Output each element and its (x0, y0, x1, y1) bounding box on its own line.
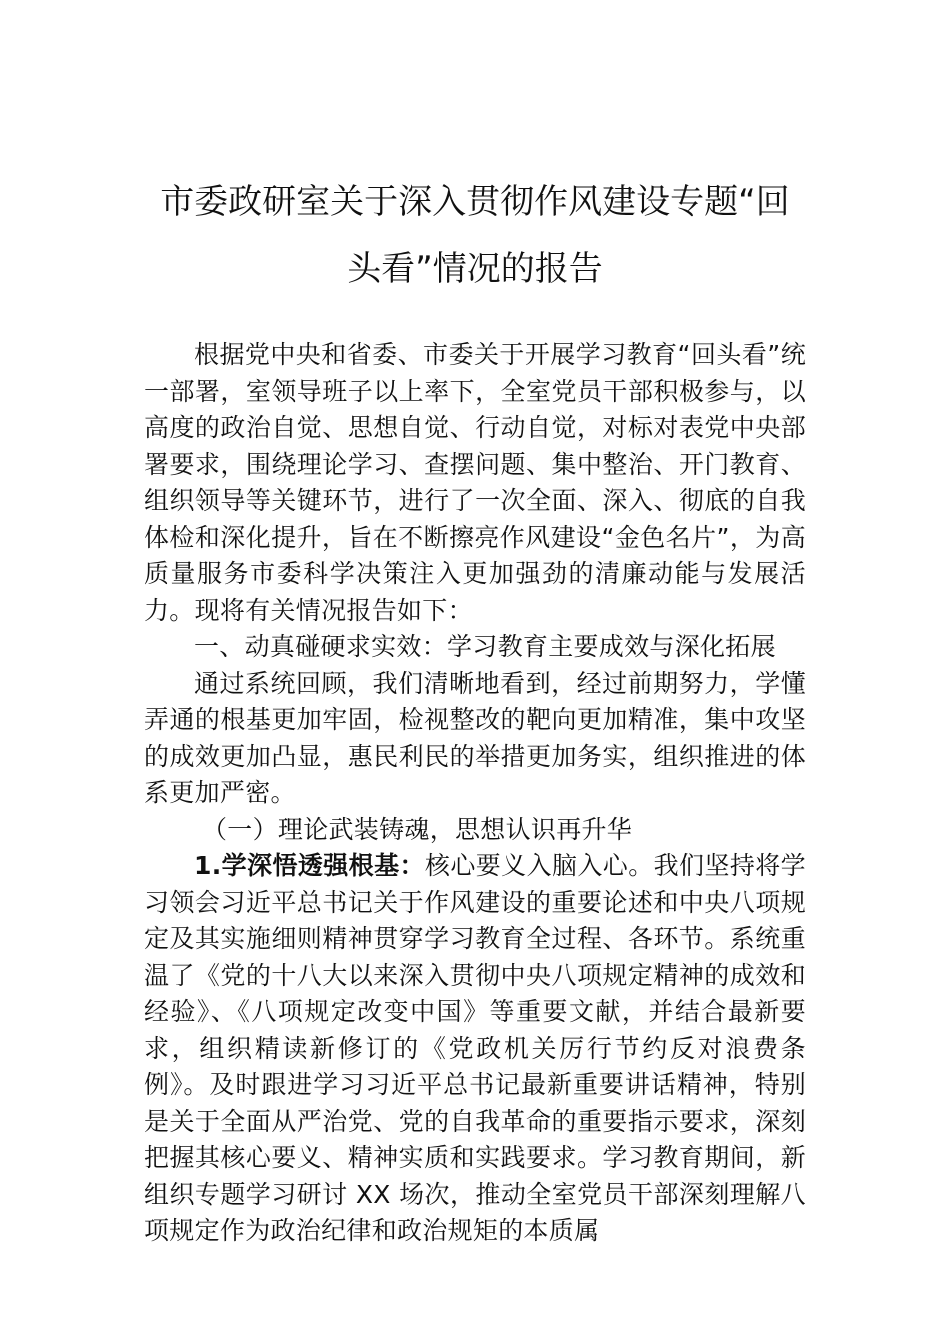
document-title-line-1: 市委政研室关于深入贯彻作风建设专题“回 (160, 182, 790, 222)
intro-paragraph: 根据党中央和省委、市委关于开展学习教育“回头看”统一部署，室领导班子以上率下，全室党员干部积极参与，以高度的政治自觉、思想自觉、行动自觉，对标对表党中央部署要求，围绕理论学习、查摆问题、集中整治、开门教育、组织领导等关键环节，进行了一次全面、深入、彻底的自我体检和深化提升，旨在不断擦亮作风建设“金色名片”，为高质量服务市委科学决策注入更加强劲的清廉动能与发展活力。现将有关情况报告如下： (144, 340, 806, 625)
section-heading-1: 一、动真碰硬求实效：学习教育主要成效与深化拓展 (194, 632, 776, 661)
document-body (144, 337, 806, 1250)
summary-paragraph: 通过系统回顾，我们清晰地看到，经过前期努力，学懂弄通的根基更加牢固，检视整改的靶向更加精准，集中攻坚的成效更加凸显，惠民利民的举措更加务实，组织推进的体系更加严密。 (144, 668, 806, 807)
item-paragraph-1 (144, 848, 806, 1250)
subsection-heading-1: （一）理论武装铸魂，思想认识再升华 (202, 814, 633, 844)
item-text: 核心要义入脑入心。我们坚持将学习领会习近平总书记关于作风建设的重要论述和中央八项规定及其实施细则精神贯穿学习教育全过程、各环节。系统重温了《党的十八大以来深入贯彻中央八项规定精神的成效和经验》、《八项规定改变中国》等重要文献，并结合最新要求，组织精读新修订的《党政机关厉行节约反对浪费条例》。及时跟进学习习近平总书记最新重要讲话精神，特别是关于全面从严治党、党的自我革命的重要指示要求，深刻把握其核心要义、精神实质和实践要求。学习教育期间，新组织专题学习研讨 XX 场次，推动全室党员干部深刻理解八项规定作为政治纪律和政治规矩的本质属 (144, 851, 806, 1245)
document-title-line-2: 头看”情况的报告 (347, 249, 603, 289)
item-lead-bold: 1.学深悟透强根基： (194, 851, 425, 880)
